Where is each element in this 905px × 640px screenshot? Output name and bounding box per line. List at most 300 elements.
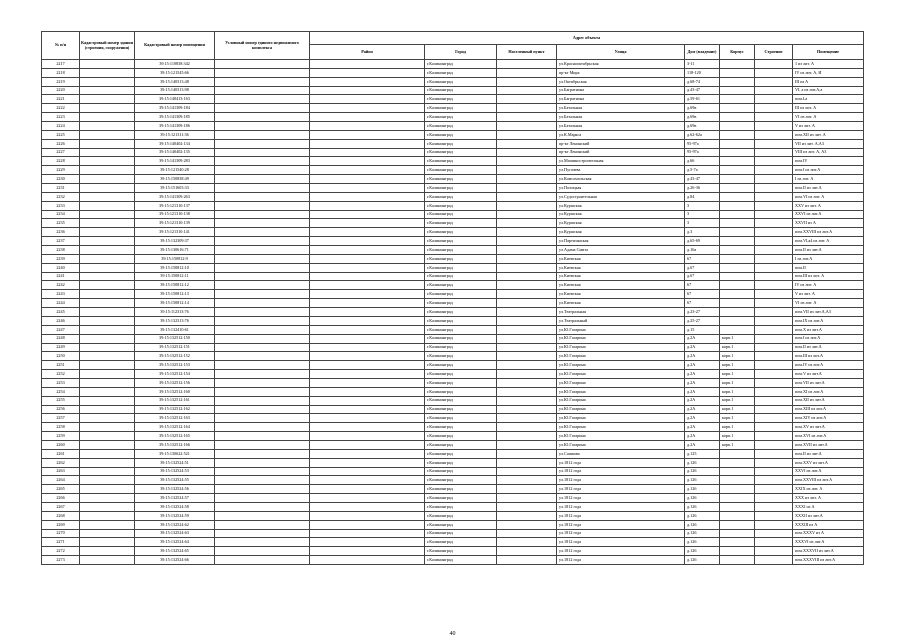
table-row bbox=[42, 175, 864, 184]
settlement-cell bbox=[497, 529, 557, 538]
korpus-cell bbox=[720, 325, 755, 334]
korpus-cell bbox=[720, 308, 755, 317]
street-cell: ул.Батальная bbox=[557, 113, 685, 122]
row-number: 2262 bbox=[42, 458, 80, 467]
city-cell: г.Калининград bbox=[425, 467, 497, 476]
region-cell bbox=[310, 290, 425, 299]
cad-premise-cell: 39:15:132524:51 bbox=[135, 458, 215, 467]
settlement-cell bbox=[497, 449, 557, 458]
region-cell bbox=[310, 184, 425, 193]
korpus-cell bbox=[720, 77, 755, 86]
table-row bbox=[42, 86, 864, 95]
street-cell: ул.Ю.Гагарина bbox=[557, 414, 685, 423]
settlement-cell bbox=[497, 281, 557, 290]
cad-building-cell bbox=[80, 396, 135, 405]
cond-num-cell bbox=[215, 334, 310, 343]
street-cell: ул.1812 года bbox=[557, 502, 685, 511]
cad-building-cell bbox=[80, 86, 135, 95]
stroenie-cell bbox=[755, 467, 793, 476]
row-number: 2226 bbox=[42, 139, 80, 148]
cond-num-cell bbox=[215, 201, 310, 210]
city-cell: г.Калининград bbox=[425, 387, 497, 396]
table-row bbox=[42, 77, 864, 86]
row-number: 2247 bbox=[42, 325, 80, 334]
stroenie-cell bbox=[755, 201, 793, 210]
korpus-cell bbox=[720, 299, 755, 308]
house-cell: д.2А bbox=[685, 361, 720, 370]
room-cell: пом.II bbox=[793, 263, 864, 272]
cond-num-cell bbox=[215, 440, 310, 449]
korpus-cell: корп.1 bbox=[720, 334, 755, 343]
house-cell: д.69в bbox=[685, 104, 720, 113]
city-cell: г.Калининград bbox=[425, 299, 497, 308]
table-row bbox=[42, 316, 864, 325]
region-cell bbox=[310, 263, 425, 272]
cad-premise-cell: 39:15:140402:135 bbox=[135, 148, 215, 157]
cad-building-cell bbox=[80, 263, 135, 272]
street-cell: ул.Октябрьская bbox=[557, 77, 685, 86]
room-cell: III из лит. А bbox=[793, 104, 864, 113]
cad-building-cell bbox=[80, 325, 135, 334]
table-body bbox=[42, 60, 864, 565]
house-cell: д.126 bbox=[685, 476, 720, 485]
table-row bbox=[42, 254, 864, 263]
city-cell: г.Калининград bbox=[425, 449, 497, 458]
house-cell: д.2А bbox=[685, 334, 720, 343]
settlement-cell bbox=[497, 299, 557, 308]
cond-num-cell bbox=[215, 502, 310, 511]
settlement-cell bbox=[497, 352, 557, 361]
room-cell: XXVII из А bbox=[793, 219, 864, 228]
stroenie-cell bbox=[755, 538, 793, 547]
row-number: 2240 bbox=[42, 263, 80, 272]
table-row bbox=[42, 370, 864, 379]
room-cell: пом.VII из лит.А bbox=[793, 378, 864, 387]
col-stroenie-header: Строение bbox=[755, 45, 793, 60]
page-number: 40 bbox=[449, 631, 456, 637]
cad-building-cell bbox=[80, 281, 135, 290]
table-row bbox=[42, 556, 864, 565]
cad-premise-cell: 39:15:141309:186 bbox=[135, 122, 215, 131]
room-cell: XXV из лит. А bbox=[793, 201, 864, 210]
cad-building-cell bbox=[80, 370, 135, 379]
region-cell bbox=[310, 272, 425, 281]
table-row bbox=[42, 449, 864, 458]
street-cell: ул.Ю.Гагарина bbox=[557, 352, 685, 361]
korpus-cell: корп.1 bbox=[720, 378, 755, 387]
house-cell: 67 bbox=[685, 299, 720, 308]
korpus-cell bbox=[720, 476, 755, 485]
cond-num-cell bbox=[215, 166, 310, 175]
cond-num-cell bbox=[215, 254, 310, 263]
cond-num-cell bbox=[215, 157, 310, 166]
row-number: 2249 bbox=[42, 343, 80, 352]
cond-num-cell bbox=[215, 387, 310, 396]
row-number: 2233 bbox=[42, 201, 80, 210]
room-cell: пом.XI из лит.А bbox=[793, 387, 864, 396]
cad-building-cell bbox=[80, 77, 135, 86]
settlement-cell bbox=[497, 414, 557, 423]
street-cell: ул.Машиностроительная bbox=[557, 157, 685, 166]
house-cell: д.67 bbox=[685, 263, 720, 272]
house-cell: д.126 bbox=[685, 502, 720, 511]
room-cell: VII из лит. А,А3 bbox=[793, 139, 864, 148]
stroenie-cell bbox=[755, 192, 793, 201]
city-cell: г.Калининград bbox=[425, 538, 497, 547]
settlement-cell bbox=[497, 68, 557, 77]
row-number: 2245 bbox=[42, 308, 80, 317]
house-cell: 3 bbox=[685, 219, 720, 228]
cond-num-cell bbox=[215, 246, 310, 255]
region-cell bbox=[310, 77, 425, 86]
cond-num-cell bbox=[215, 458, 310, 467]
stroenie-cell bbox=[755, 343, 793, 352]
stroenie-cell bbox=[755, 60, 793, 69]
cad-building-cell bbox=[80, 175, 135, 184]
korpus-cell bbox=[720, 166, 755, 175]
cad-premise-cell: 39:15:132512:152 bbox=[135, 352, 215, 361]
room-cell: пом.II из лит.А bbox=[793, 246, 864, 255]
cad-building-cell bbox=[80, 192, 135, 201]
cad-building-cell bbox=[80, 68, 135, 77]
cond-num-cell bbox=[215, 432, 310, 441]
stroenie-cell bbox=[755, 325, 793, 334]
city-cell: г.Калининград bbox=[425, 157, 497, 166]
region-cell bbox=[310, 343, 425, 352]
row-number: 2221 bbox=[42, 95, 80, 104]
row-number: 2268 bbox=[42, 511, 80, 520]
table-row bbox=[42, 485, 864, 494]
city-cell: г.Калининград bbox=[425, 184, 497, 193]
region-cell bbox=[310, 556, 425, 565]
cad-building-cell bbox=[80, 387, 135, 396]
region-cell bbox=[310, 86, 425, 95]
region-cell bbox=[310, 370, 425, 379]
row-number: 2222 bbox=[42, 104, 80, 113]
korpus-cell: корп.1 bbox=[720, 343, 755, 352]
stroenie-cell bbox=[755, 405, 793, 414]
room-cell: пом.II из лит.А bbox=[793, 449, 864, 458]
settlement-cell bbox=[497, 130, 557, 139]
row-number: 2254 bbox=[42, 387, 80, 396]
stroenie-cell bbox=[755, 458, 793, 467]
region-cell bbox=[310, 201, 425, 210]
col-num-header: № п/п bbox=[42, 32, 80, 60]
region-cell bbox=[310, 281, 425, 290]
settlement-cell bbox=[497, 166, 557, 175]
cond-num-cell bbox=[215, 352, 310, 361]
region-cell bbox=[310, 166, 425, 175]
cond-num-cell bbox=[215, 361, 310, 370]
region-cell bbox=[310, 547, 425, 556]
settlement-cell bbox=[497, 228, 557, 237]
table-row bbox=[42, 95, 864, 104]
row-number: 2244 bbox=[42, 299, 80, 308]
table-row bbox=[42, 458, 864, 467]
cad-building-cell bbox=[80, 299, 135, 308]
cad-premise-cell: 39:15:132524:56 bbox=[135, 485, 215, 494]
region-cell bbox=[310, 485, 425, 494]
korpus-cell bbox=[720, 192, 755, 201]
cad-premise-cell: 39:15:132512:154 bbox=[135, 370, 215, 379]
city-cell: г.Калининград bbox=[425, 316, 497, 325]
room-cell: V из лит. А bbox=[793, 122, 864, 131]
city-cell: г.Калининград bbox=[425, 148, 497, 157]
street-cell: ул.Полоцкая bbox=[557, 184, 685, 193]
row-number: 2246 bbox=[42, 316, 80, 325]
cond-num-cell bbox=[215, 325, 310, 334]
cad-building-cell bbox=[80, 485, 135, 494]
region-cell bbox=[310, 334, 425, 343]
cad-premise-cell: 39:15:132512:162 bbox=[135, 405, 215, 414]
room-cell: пом.XXXVIII из лит.А bbox=[793, 556, 864, 565]
settlement-cell bbox=[497, 139, 557, 148]
room-cell: пом.V из лит.А bbox=[793, 370, 864, 379]
row-number: 2263 bbox=[42, 467, 80, 476]
korpus-cell bbox=[720, 547, 755, 556]
settlement-cell bbox=[497, 370, 557, 379]
settlement-cell bbox=[497, 485, 557, 494]
cond-num-cell bbox=[215, 86, 310, 95]
city-cell: г.Калининград bbox=[425, 175, 497, 184]
korpus-cell bbox=[720, 86, 755, 95]
street-cell: ул.Ю.Гагарина bbox=[557, 432, 685, 441]
table-row bbox=[42, 405, 864, 414]
cond-num-cell bbox=[215, 343, 310, 352]
korpus-cell bbox=[720, 263, 755, 272]
table-row bbox=[42, 148, 864, 157]
house-cell: д.126 bbox=[685, 547, 720, 556]
cad-building-cell bbox=[80, 334, 135, 343]
house-cell: 3 bbox=[685, 201, 720, 210]
row-number: 2269 bbox=[42, 520, 80, 529]
table-row bbox=[42, 157, 864, 166]
room-cell: III из А bbox=[793, 77, 864, 86]
cad-premise-cell: 39:15:132512:166 bbox=[135, 440, 215, 449]
table-row bbox=[42, 201, 864, 210]
stroenie-cell bbox=[755, 139, 793, 148]
cad-premise-cell: 39:15:132512:164 bbox=[135, 423, 215, 432]
korpus-cell bbox=[720, 175, 755, 184]
city-cell: г.Калининград bbox=[425, 130, 497, 139]
cad-building-cell bbox=[80, 511, 135, 520]
stroenie-cell bbox=[755, 432, 793, 441]
street-cell: ул.Адама Смита bbox=[557, 246, 685, 255]
region-cell bbox=[310, 104, 425, 113]
room-cell: XXX из лит. А bbox=[793, 494, 864, 503]
street-cell: пр-кт Ленинский bbox=[557, 139, 685, 148]
stroenie-cell bbox=[755, 423, 793, 432]
city-cell: г.Калининград bbox=[425, 166, 497, 175]
settlement-cell bbox=[497, 520, 557, 529]
settlement-cell bbox=[497, 361, 557, 370]
cond-num-cell bbox=[215, 263, 310, 272]
stroenie-cell bbox=[755, 166, 793, 175]
table-row bbox=[42, 272, 864, 281]
row-number: 2259 bbox=[42, 432, 80, 441]
cad-building-cell bbox=[80, 254, 135, 263]
settlement-cell bbox=[497, 104, 557, 113]
city-cell: г.Калининград bbox=[425, 361, 497, 370]
city-cell: г.Калининград bbox=[425, 219, 497, 228]
table-row bbox=[42, 104, 864, 113]
cad-building-cell bbox=[80, 139, 135, 148]
settlement-cell bbox=[497, 175, 557, 184]
room-cell: XXIX из лит. А bbox=[793, 485, 864, 494]
settlement-cell bbox=[497, 396, 557, 405]
settlement-cell bbox=[497, 219, 557, 228]
region-cell bbox=[310, 378, 425, 387]
cad-premise-cell: 39:15:132512:163 bbox=[135, 414, 215, 423]
city-cell: г.Калининград bbox=[425, 95, 497, 104]
table-row bbox=[42, 210, 864, 219]
house-cell: д.126 bbox=[685, 467, 720, 476]
row-number: 2228 bbox=[42, 157, 80, 166]
house-cell: д.67 bbox=[685, 272, 720, 281]
city-cell: г.Калининград bbox=[425, 520, 497, 529]
city-cell: г.Калининград bbox=[425, 502, 497, 511]
stroenie-cell bbox=[755, 440, 793, 449]
table-row bbox=[42, 432, 864, 441]
room-cell: XXVI из лит.А bbox=[793, 467, 864, 476]
room-cell: XXXI из А bbox=[793, 502, 864, 511]
table-row bbox=[42, 414, 864, 423]
street-cell: ул.Киевская bbox=[557, 272, 685, 281]
korpus-cell: корп.1 bbox=[720, 387, 755, 396]
settlement-cell bbox=[497, 60, 557, 69]
stroenie-cell bbox=[755, 130, 793, 139]
region-cell bbox=[310, 440, 425, 449]
korpus-cell bbox=[720, 449, 755, 458]
korpus-cell bbox=[720, 272, 755, 281]
row-number: 2230 bbox=[42, 175, 80, 184]
table-row bbox=[42, 139, 864, 148]
cad-building-cell bbox=[80, 316, 135, 325]
table-row bbox=[42, 228, 864, 237]
table-row bbox=[42, 237, 864, 246]
city-cell: г.Калининград bbox=[425, 352, 497, 361]
city-cell: г.Калининград bbox=[425, 237, 497, 246]
house-cell: д.66 bbox=[685, 157, 720, 166]
house-cell: д.2А bbox=[685, 378, 720, 387]
house-cell: 95-97а bbox=[685, 139, 720, 148]
region-cell bbox=[310, 405, 425, 414]
cond-num-cell bbox=[215, 485, 310, 494]
stroenie-cell bbox=[755, 556, 793, 565]
city-cell: г.Калининград bbox=[425, 370, 497, 379]
house-cell: д.15 bbox=[685, 325, 720, 334]
house-cell: д.2А bbox=[685, 414, 720, 423]
room-cell: пом.I,а bbox=[793, 95, 864, 104]
cond-num-cell bbox=[215, 520, 310, 529]
cad-premise-cell: 39:15:132524:66 bbox=[135, 556, 215, 565]
stroenie-cell bbox=[755, 148, 793, 157]
settlement-cell bbox=[497, 467, 557, 476]
house-cell: д.3 bbox=[685, 228, 720, 237]
house-cell: д.26-36 bbox=[685, 184, 720, 193]
cad-premise-cell: 39:15:132524:59 bbox=[135, 511, 215, 520]
cad-premise-cell: 39:15:132512:165 bbox=[135, 432, 215, 441]
street-cell: ул.Ю.Гагарина bbox=[557, 334, 685, 343]
street-cell: ул.Ю.Гагарина bbox=[557, 396, 685, 405]
room-cell: пом.XXVIII из лит.А bbox=[793, 228, 864, 237]
cad-premise-cell: 39:15:150812:12 bbox=[135, 281, 215, 290]
cond-num-cell bbox=[215, 308, 310, 317]
settlement-cell bbox=[497, 494, 557, 503]
cond-num-cell bbox=[215, 175, 310, 184]
house-cell: д.5-7а bbox=[685, 166, 720, 175]
korpus-cell bbox=[720, 281, 755, 290]
house-cell: д.126 bbox=[685, 520, 720, 529]
house-cell: д.126 bbox=[685, 538, 720, 547]
cad-building-cell bbox=[80, 538, 135, 547]
cad-premise-cell: 39:15:132313:76 bbox=[135, 316, 215, 325]
table-row bbox=[42, 440, 864, 449]
street-cell: пр-кт Мира bbox=[557, 68, 685, 77]
cond-num-cell bbox=[215, 494, 310, 503]
table-row bbox=[42, 396, 864, 405]
settlement-cell bbox=[497, 316, 557, 325]
region-cell bbox=[310, 352, 425, 361]
street-cell: ул.Сашкова bbox=[557, 449, 685, 458]
city-cell: г.Калининград bbox=[425, 122, 497, 131]
table-row bbox=[42, 113, 864, 122]
row-number: 2229 bbox=[42, 166, 80, 175]
stroenie-cell bbox=[755, 184, 793, 193]
settlement-cell bbox=[497, 210, 557, 219]
stroenie-cell bbox=[755, 485, 793, 494]
room-cell: пом.VII из лит.А,А3 bbox=[793, 308, 864, 317]
cad-building-cell bbox=[80, 237, 135, 246]
house-cell: 3-11 bbox=[685, 60, 720, 69]
room-cell: пом.I из лит.А bbox=[793, 166, 864, 175]
cad-premise-cell: 39:15:132512:151 bbox=[135, 343, 215, 352]
row-number: 2260 bbox=[42, 440, 80, 449]
korpus-cell bbox=[720, 254, 755, 263]
cad-premise-cell: 39:15:121310:141 bbox=[135, 228, 215, 237]
settlement-cell bbox=[497, 378, 557, 387]
cad-premise-cell: 39:15:132524:64 bbox=[135, 538, 215, 547]
cond-num-cell bbox=[215, 547, 310, 556]
cad-building-cell bbox=[80, 246, 135, 255]
cad-premise-cell: 39:15:132512:150 bbox=[135, 334, 215, 343]
cad-building-cell bbox=[80, 547, 135, 556]
room-cell: VI из лит. А bbox=[793, 113, 864, 122]
street-cell: ул.Батальная bbox=[557, 104, 685, 113]
city-cell: г.Калининград bbox=[425, 113, 497, 122]
region-cell bbox=[310, 538, 425, 547]
stroenie-cell bbox=[755, 210, 793, 219]
korpus-cell bbox=[720, 290, 755, 299]
cad-premise-cell: 39:15:151603:33 bbox=[135, 184, 215, 193]
cad-building-cell bbox=[80, 352, 135, 361]
cad-premise-cell: 39:15:121310:139 bbox=[135, 219, 215, 228]
settlement-cell bbox=[497, 502, 557, 511]
cad-premise-cell: 39:15:132524:55 bbox=[135, 476, 215, 485]
settlement-cell bbox=[497, 405, 557, 414]
city-cell: г.Калининград bbox=[425, 396, 497, 405]
house-cell: д.62-62а bbox=[685, 130, 720, 139]
cad-premise-cell: 39:15:121545:66 bbox=[135, 68, 215, 77]
city-cell: г.Калининград bbox=[425, 228, 497, 237]
stroenie-cell bbox=[755, 68, 793, 77]
row-number: 2253 bbox=[42, 378, 80, 387]
row-number: 2261 bbox=[42, 449, 80, 458]
room-cell: пом.IX из лит.А bbox=[793, 316, 864, 325]
cad-premise-cell: 39:15:140402:134 bbox=[135, 139, 215, 148]
region-cell bbox=[310, 467, 425, 476]
row-number: 2218 bbox=[42, 68, 80, 77]
